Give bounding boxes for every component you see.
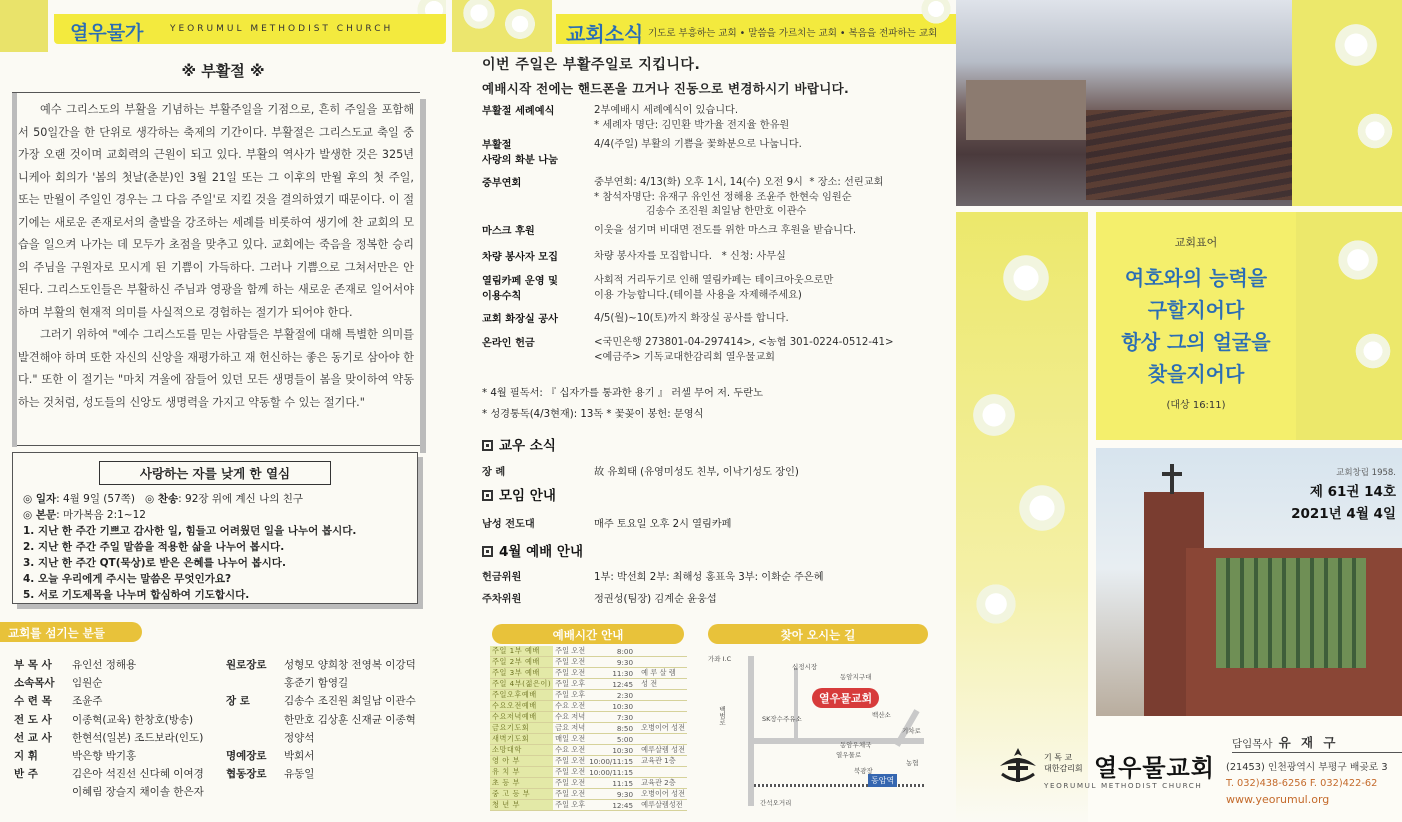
section-heading <box>482 434 556 454</box>
flower-icon <box>500 6 540 42</box>
flower-decoration <box>0 0 48 52</box>
service-place: 예루살렘성전 <box>639 800 687 811</box>
map-label: 동암지구대 <box>840 673 872 681</box>
service-name: 주일 2부 예배 <box>490 657 553 668</box>
announcement-notice: 예배시작 전에는 핸드폰을 끄거나 진동으로 변경하시기 바랍니다. <box>482 81 850 96</box>
map-label: 백산소 <box>872 711 891 719</box>
server-names: 김은아 석진선 신다혜 이여경 <box>72 768 204 781</box>
study-text <box>23 507 407 523</box>
date-value: : 4월 9일 (57쪽) <box>56 493 136 505</box>
founding-year: 교회창립 1958. <box>1336 468 1396 478</box>
service-name: 초 등 부 <box>490 778 553 789</box>
service-name: 새벽기도회 <box>490 734 553 745</box>
hymn-value: : 92장 위에 계신 나의 친구 <box>178 493 304 505</box>
service-place <box>639 646 687 657</box>
server-row <box>226 674 348 692</box>
service-place <box>639 712 687 723</box>
service-place: 예 루 살 렘 <box>639 668 687 679</box>
news-key: 온라인 헌금 <box>482 338 535 349</box>
church-logo-icon <box>996 746 1040 786</box>
denomination-label <box>1044 752 1083 774</box>
server-role: 협동장로 <box>226 768 267 781</box>
flower-icon <box>1350 330 1396 372</box>
news-key: 마스크 후원 <box>482 226 535 237</box>
news-key: 주차위원 <box>482 594 522 605</box>
service-time: 7:30 <box>587 712 639 723</box>
book-recommendation: * 4월 필독서: 『 십자가를 통과한 용기 』 러셀 무어 저. 두란노 <box>482 388 763 399</box>
service-place: 성 전 <box>639 679 687 690</box>
server-role: 지 휘 <box>14 750 38 762</box>
service-day: 수요 오전 <box>555 701 586 711</box>
map-label: 백범로 <box>718 706 726 726</box>
table-row <box>490 679 687 690</box>
flower-icon <box>1012 480 1072 536</box>
table-row <box>490 734 687 745</box>
directions-map <box>708 646 928 812</box>
server-row <box>226 711 416 729</box>
cross-icon <box>1170 464 1174 494</box>
server-names: 박은향 박기홍 <box>72 750 137 762</box>
study-question: 3. 지난 한 주간 QT(묵상)로 받은 은혜를 나누어 봅시다. <box>23 557 286 569</box>
service-name: 수요저녁예배 <box>490 712 553 723</box>
table-row <box>490 800 687 811</box>
text-label: ◎ 본문 <box>23 509 57 521</box>
server-role: 소속목사 <box>14 677 55 690</box>
service-time: 12:45 <box>587 679 639 690</box>
news-value: 중부연회: 4/13(화) 오후 1시, 14(수) 오전 9시 * 장소: 선린교회 * 참석자명단: 유재구 유인선 정해용 조윤주 한현숙 임원순 김송수 조진원 최일남 한만호 이관수 <box>594 177 884 217</box>
study-question: 2. 지난 한 주간 주일 말씀을 적용한 삶을 나누어 봅시다. <box>23 541 285 553</box>
service-place <box>639 767 687 778</box>
news-value: <국민은행 273801-04-297414>, <농협 301-0224-0512-41> <예금주> 기독교대한감리회 열우물교회 <box>594 337 894 363</box>
service-day: 수요 저녁 <box>555 712 586 722</box>
service-name: 유 치 부 <box>490 767 553 778</box>
server-names: 정양석 <box>284 731 315 744</box>
news-value: 사회적 거리두기로 인해 열림카페는 테이크아웃으로만 이용 가능합니다.(테이블 사용을 자제해주세요) <box>594 275 834 301</box>
sanctuary-photo <box>956 0 1292 206</box>
service-name: 영 아 부 <box>490 756 553 767</box>
table-row <box>490 789 687 800</box>
map-label: 동암우체국 <box>840 741 872 749</box>
square-bullet-icon <box>482 490 493 501</box>
study-meta <box>23 491 407 507</box>
service-day: 주일 오후 <box>555 679 586 689</box>
map-label: 십정시장 <box>792 663 818 671</box>
service-place <box>639 734 687 745</box>
newsletter-panel-left <box>0 0 446 822</box>
server-names: 성형모 양희창 전영복 이강덕 <box>284 659 416 671</box>
flower-icon <box>970 580 1022 628</box>
section-heading-label: 교우 소식 <box>499 438 556 454</box>
server-row <box>226 692 416 710</box>
service-day: 주일 오전 <box>555 767 586 777</box>
service-place <box>639 657 687 668</box>
service-times-heading: 예배시간 안내 <box>492 624 684 644</box>
phone-fax: T. 032)438-6256 F. 032)422-62 <box>1226 778 1378 789</box>
server-names: 조윤주 <box>72 695 103 708</box>
motto-text: 여호와의 능력을 구할지어다 항상 그의 얼굴을 찾을지어다 <box>1121 266 1271 386</box>
service-name: 주일 4부(젊은이) <box>492 679 552 689</box>
service-time: 10:00/11:15 <box>587 756 639 767</box>
table-row <box>490 745 687 756</box>
flower-icon <box>1328 20 1384 70</box>
header-title: 교회소식 <box>566 22 644 46</box>
service-time: 9:30 <box>587 789 639 800</box>
table-row <box>490 712 687 723</box>
date-label: ◎ 일자 <box>23 493 57 505</box>
website-link[interactable]: www.yeorumul.org <box>1226 793 1330 806</box>
table-row <box>490 657 687 668</box>
service-day: 주일 오전 <box>555 657 586 667</box>
denomination-text: 기 독 교 대한감리회 <box>1044 753 1083 773</box>
server-role: 수 련 목 <box>14 695 52 708</box>
service-time: 9:30 <box>587 657 639 668</box>
news-value: 정권성(팀장) 김계순 윤웅섭 <box>594 594 717 605</box>
service-day: 주일 오전 <box>555 778 586 788</box>
issue-volume: 제 61권 14호 <box>1309 484 1396 500</box>
service-place: 교육관 1층 <box>639 756 687 767</box>
service-day: 주일 오전 <box>555 756 586 766</box>
station-label: 동암역 <box>868 774 897 787</box>
server-row <box>226 765 314 783</box>
map-label: 가좌 I.C <box>708 655 732 663</box>
server-row <box>14 711 193 729</box>
server-names: 홍준기 함영길 <box>284 677 349 690</box>
photo-congregation <box>1086 110 1296 200</box>
server-role: 명예장로 <box>226 750 267 762</box>
motto-reference: (대상 16:11) <box>1166 400 1226 411</box>
section-heading-label: 모임 안내 <box>499 488 556 504</box>
news-key: 중부연회 <box>482 178 522 189</box>
map-label: 농협 <box>906 759 919 767</box>
service-day: 주일 오후 <box>555 690 586 700</box>
server-names: 한현석(일본) 조드보라(인도) <box>72 731 204 744</box>
service-day: 주일 오전 <box>555 646 586 656</box>
service-time: 12:45 <box>587 800 639 811</box>
map-label: 북광장 <box>854 767 873 775</box>
church-map-label: 열우물교회 <box>812 688 879 708</box>
news-value: 2부예배시 세례예식이 있습니다. * 세례자 명단: 김민환 박가율 전지율 한유원 <box>594 105 790 131</box>
server-names: 한만호 김상훈 신재균 이종혁 <box>284 713 416 726</box>
divider <box>420 99 426 453</box>
contact-info <box>1226 760 1388 808</box>
directions-heading: 찾아 오시는 길 <box>708 624 928 644</box>
service-name: 금요기도회 <box>490 723 553 734</box>
cell-study-box <box>12 452 418 604</box>
service-day: 주일 오전 <box>555 668 586 678</box>
server-names: 이종혁(교육) 한창호(방송) <box>72 713 194 726</box>
study-question: 1. 지난 한 주간 기쁘고 감사한 일, 힘들고 어려웠던 일을 나누어 봅시다. <box>23 525 357 537</box>
news-value: 4/5(월)~10(토)까지 화장실 공사를 합니다. <box>594 313 789 324</box>
map-road <box>794 668 798 738</box>
service-times-table <box>490 646 687 811</box>
divider <box>12 93 17 447</box>
service-name: 주일 1부 예배 <box>490 646 553 657</box>
news-value: 1부: 박선희 2부: 최해성 홍표욱 3부: 이화순 주은혜 <box>594 572 824 583</box>
service-name: 수요오전예배 <box>490 701 553 712</box>
news-key: 남성 전도대 <box>482 519 535 530</box>
header-subtitle: YEORUMUL METHODIST CHURCH <box>170 24 394 34</box>
service-place: 예루살렘 성전 <box>641 745 686 755</box>
news-key: 부활절 사랑의 화분 나눔 <box>482 140 558 166</box>
server-names: 박회서 <box>284 750 315 762</box>
bible-reading: * 성경통독(4/3현재): 13독 * 꽃꽂이 봉헌: 문영식 <box>482 409 704 420</box>
server-row <box>14 729 203 747</box>
server-row <box>226 747 314 765</box>
service-name: 소망대학 <box>490 745 553 756</box>
server-role: 전 도 사 <box>14 713 52 726</box>
server-row <box>14 783 204 801</box>
servers-heading: 교회를 섬기는 분들 <box>0 622 142 642</box>
server-role: 장 로 <box>226 695 250 708</box>
issue-info <box>1252 466 1396 522</box>
church-name: 열우물교회 <box>1094 754 1215 782</box>
service-time: 8:00 <box>587 646 639 657</box>
server-row <box>226 729 314 747</box>
service-day: 주일 오후 <box>555 800 586 810</box>
service-place <box>639 690 687 701</box>
server-names: 유인선 정해용 <box>72 659 137 671</box>
essay-paragraph: 예수 그리스도의 부활을 기념하는 부활주일을 기점으로, 흔히 주일을 포함해서 50일간을 한 단위로 생각하는 축제의 기간이다. 부활절은 그리스도교 축일 중 가장 오랜 것이며 교회력의 근원이 되고 있다. 부활의 역사가 발생한 것은 325년 니케아 회의가 '봄의 첫날(춘분)인 3월 21일 또는 그 이후의 만월 후의 첫 주일, 또는 만월이 주일인 경우는 그 다음 주일'로 지킬 것을 결의하였기 때문이다. 이 절기에는 새로운 존재로서의 출발을 강조하는 세례를 비롯하여 생기에 찬 교회의 모습을 일으켜 나가는 데 모두가 초점을 맞추고 있다. 교회에는 죽음을 정복한 승리의 주님을 구원자로 모시게 된 기쁨이 가득하다. 그러나 기쁨으로 그쳐서만은 안 된다. 그리스도인들은 부활하신 주님과 영광을 함께 하는 새로운 존재로 일어서야 하며 부활의 현재적 의미를 사실적으로 경험하는 절기가 되어야 한다. <box>18 103 414 319</box>
server-row <box>14 674 102 692</box>
server-role: 부 목 사 <box>14 659 52 671</box>
railway <box>754 784 924 787</box>
server-row <box>14 692 102 710</box>
divider <box>1232 752 1402 753</box>
service-time: 10:00/11:15 <box>587 767 639 778</box>
motto-label: 교회표어 <box>1174 236 1218 249</box>
service-day: 매일 오전 <box>555 734 586 744</box>
cross-icon <box>1162 472 1182 476</box>
address: (21453) 인천광역시 부평구 배곶로 3 <box>1226 762 1388 773</box>
header-title: 열우물가 <box>70 22 144 44</box>
pastor-label: 담임목사 <box>1232 738 1273 750</box>
service-time: 11:30 <box>587 668 639 679</box>
table-row <box>490 668 687 679</box>
service-name: 주일오후예배 <box>490 690 553 701</box>
header-subtitle: 기도로 부흥하는 교회 • 말씀을 가르치는 교회 • 복음을 전파하는 교회 <box>648 28 938 39</box>
newsletter-panel-cover <box>956 0 1402 822</box>
news-key: 헌금위원 <box>482 572 522 583</box>
table-row <box>490 690 687 701</box>
flower-icon <box>966 390 1022 440</box>
photo-stage <box>966 80 1086 140</box>
news-key: 부활절 세례예식 <box>482 106 555 117</box>
news-key: 교회 화장실 공사 <box>482 314 558 325</box>
server-role: 원로장로 <box>226 659 267 671</box>
table-row <box>490 778 687 789</box>
service-time: 10:30 <box>587 701 639 712</box>
study-question: 4. 오늘 우리에게 주시는 말씀은 무엇인가요? <box>23 573 232 585</box>
study-title: 사랑하는 자를 낮게 한 열심 <box>99 461 331 485</box>
service-place: 오병이어 성전 <box>641 723 686 733</box>
news-value: 매주 토요일 오후 2시 열림카페 <box>594 519 732 530</box>
service-name: 주일 3부 예배 <box>490 668 553 679</box>
service-day: 수요 오전 <box>555 745 586 755</box>
server-names: 김송수 조진원 최일남 이관수 <box>284 695 416 708</box>
news-key: 차량 봉사자 모집 <box>482 252 558 263</box>
panel-header <box>54 14 446 44</box>
news-value: 4/4(주일) 부활의 기쁨을 꽃화분으로 나눕니다. <box>594 139 802 150</box>
announcement-headline: 이번 주일은 부활주일로 지킵니다. <box>482 57 701 73</box>
section-heading-label: 4월 예배 안내 <box>499 544 583 560</box>
news-value: 차량 봉사자를 모집합니다. * 신청: 사무실 <box>594 251 786 262</box>
service-name: 중 고 등 부 <box>490 789 553 800</box>
service-place: 교육관 2층 <box>639 778 687 789</box>
map-label: 간석오거리 <box>760 799 792 807</box>
service-name: 청 년 부 <box>490 800 553 811</box>
server-row <box>226 656 416 674</box>
panel-header <box>556 14 956 44</box>
flower-icon <box>1332 236 1384 284</box>
section-title: ※ 부활절 ※ <box>181 62 265 80</box>
flower-icon <box>1352 110 1398 152</box>
table-row <box>490 646 687 657</box>
news-value: 이웃을 섬기며 비대면 전도를 위한 마스크 후원을 받습니다. <box>594 225 857 236</box>
service-time: 10:30 <box>587 745 639 756</box>
map-label: 열우물로 <box>836 751 862 759</box>
server-names: 유동일 <box>284 768 315 781</box>
news-key: 열림카페 운영 및 이용수칙 <box>482 276 558 302</box>
news-key: 장 례 <box>482 467 506 478</box>
issue-date: 2021년 4월 4일 <box>1291 506 1396 522</box>
server-row <box>14 656 136 674</box>
service-day: 금요 저녁 <box>555 723 586 733</box>
study-question: 5. 서로 기도제목을 나누며 합심하여 기도합시다. <box>23 589 250 601</box>
table-row <box>490 723 687 734</box>
service-time: 11:15 <box>587 778 639 789</box>
server-role: 선 교 사 <box>14 731 52 744</box>
senior-pastor <box>1232 733 1339 751</box>
server-names: 임원순 <box>72 677 103 690</box>
server-row <box>14 747 136 765</box>
essay-paragraph: 그러기 위하여 "예수 그리스도를 믿는 사람들은 부활절에 대해 특별한 의미를 발견해야 하며 또한 자신의 신앙을 재평가하고 재 헌신하는 좋은 동기로 삼아야 한다." 또한 이 절기는 "마치 겨울에 잠들어 있던 모든 생명들이 봄을 맞이하여 약동하는 것처럼, 성도들의 신앙도 생명력을 가지고 약동할 수 있는 절기다." <box>18 328 414 409</box>
map-label: 기차로 <box>902 727 921 735</box>
flower-icon <box>996 250 1056 306</box>
table-row <box>490 767 687 778</box>
service-place: 오병이어 성전 <box>641 789 686 799</box>
map-label: SK장수주유소 <box>762 715 802 723</box>
newsletter-panel-middle <box>446 0 956 822</box>
church-motto <box>1096 212 1296 440</box>
server-names: 이혜림 장슬지 채이솔 한은자 <box>72 786 204 799</box>
text-value: : 마가복음 2:1~12 <box>56 509 146 521</box>
easter-essay <box>12 92 420 446</box>
square-bullet-icon <box>482 440 493 451</box>
service-day: 주일 오전 <box>555 789 586 799</box>
service-time: 5:00 <box>587 734 639 745</box>
table-row <box>490 756 687 767</box>
section-heading <box>482 540 583 560</box>
square-bullet-icon <box>482 546 493 557</box>
service-place <box>639 701 687 712</box>
pastor-name: 유 재 구 <box>1278 735 1339 750</box>
photo-windows <box>1216 558 1366 668</box>
server-role: 반 주 <box>14 768 38 781</box>
section-heading <box>482 484 556 504</box>
news-value: 故 유회태 (유영미성도 친부, 이낙기성도 장인) <box>594 467 799 478</box>
table-row <box>490 701 687 712</box>
hymn-label: ◎ 찬송 <box>145 493 179 505</box>
service-time: 8:50 <box>587 723 639 734</box>
service-time: 2:30 <box>587 690 639 701</box>
church-name-english: YEORUMUL METHODIST CHURCH <box>1044 781 1203 790</box>
server-row <box>14 765 204 783</box>
